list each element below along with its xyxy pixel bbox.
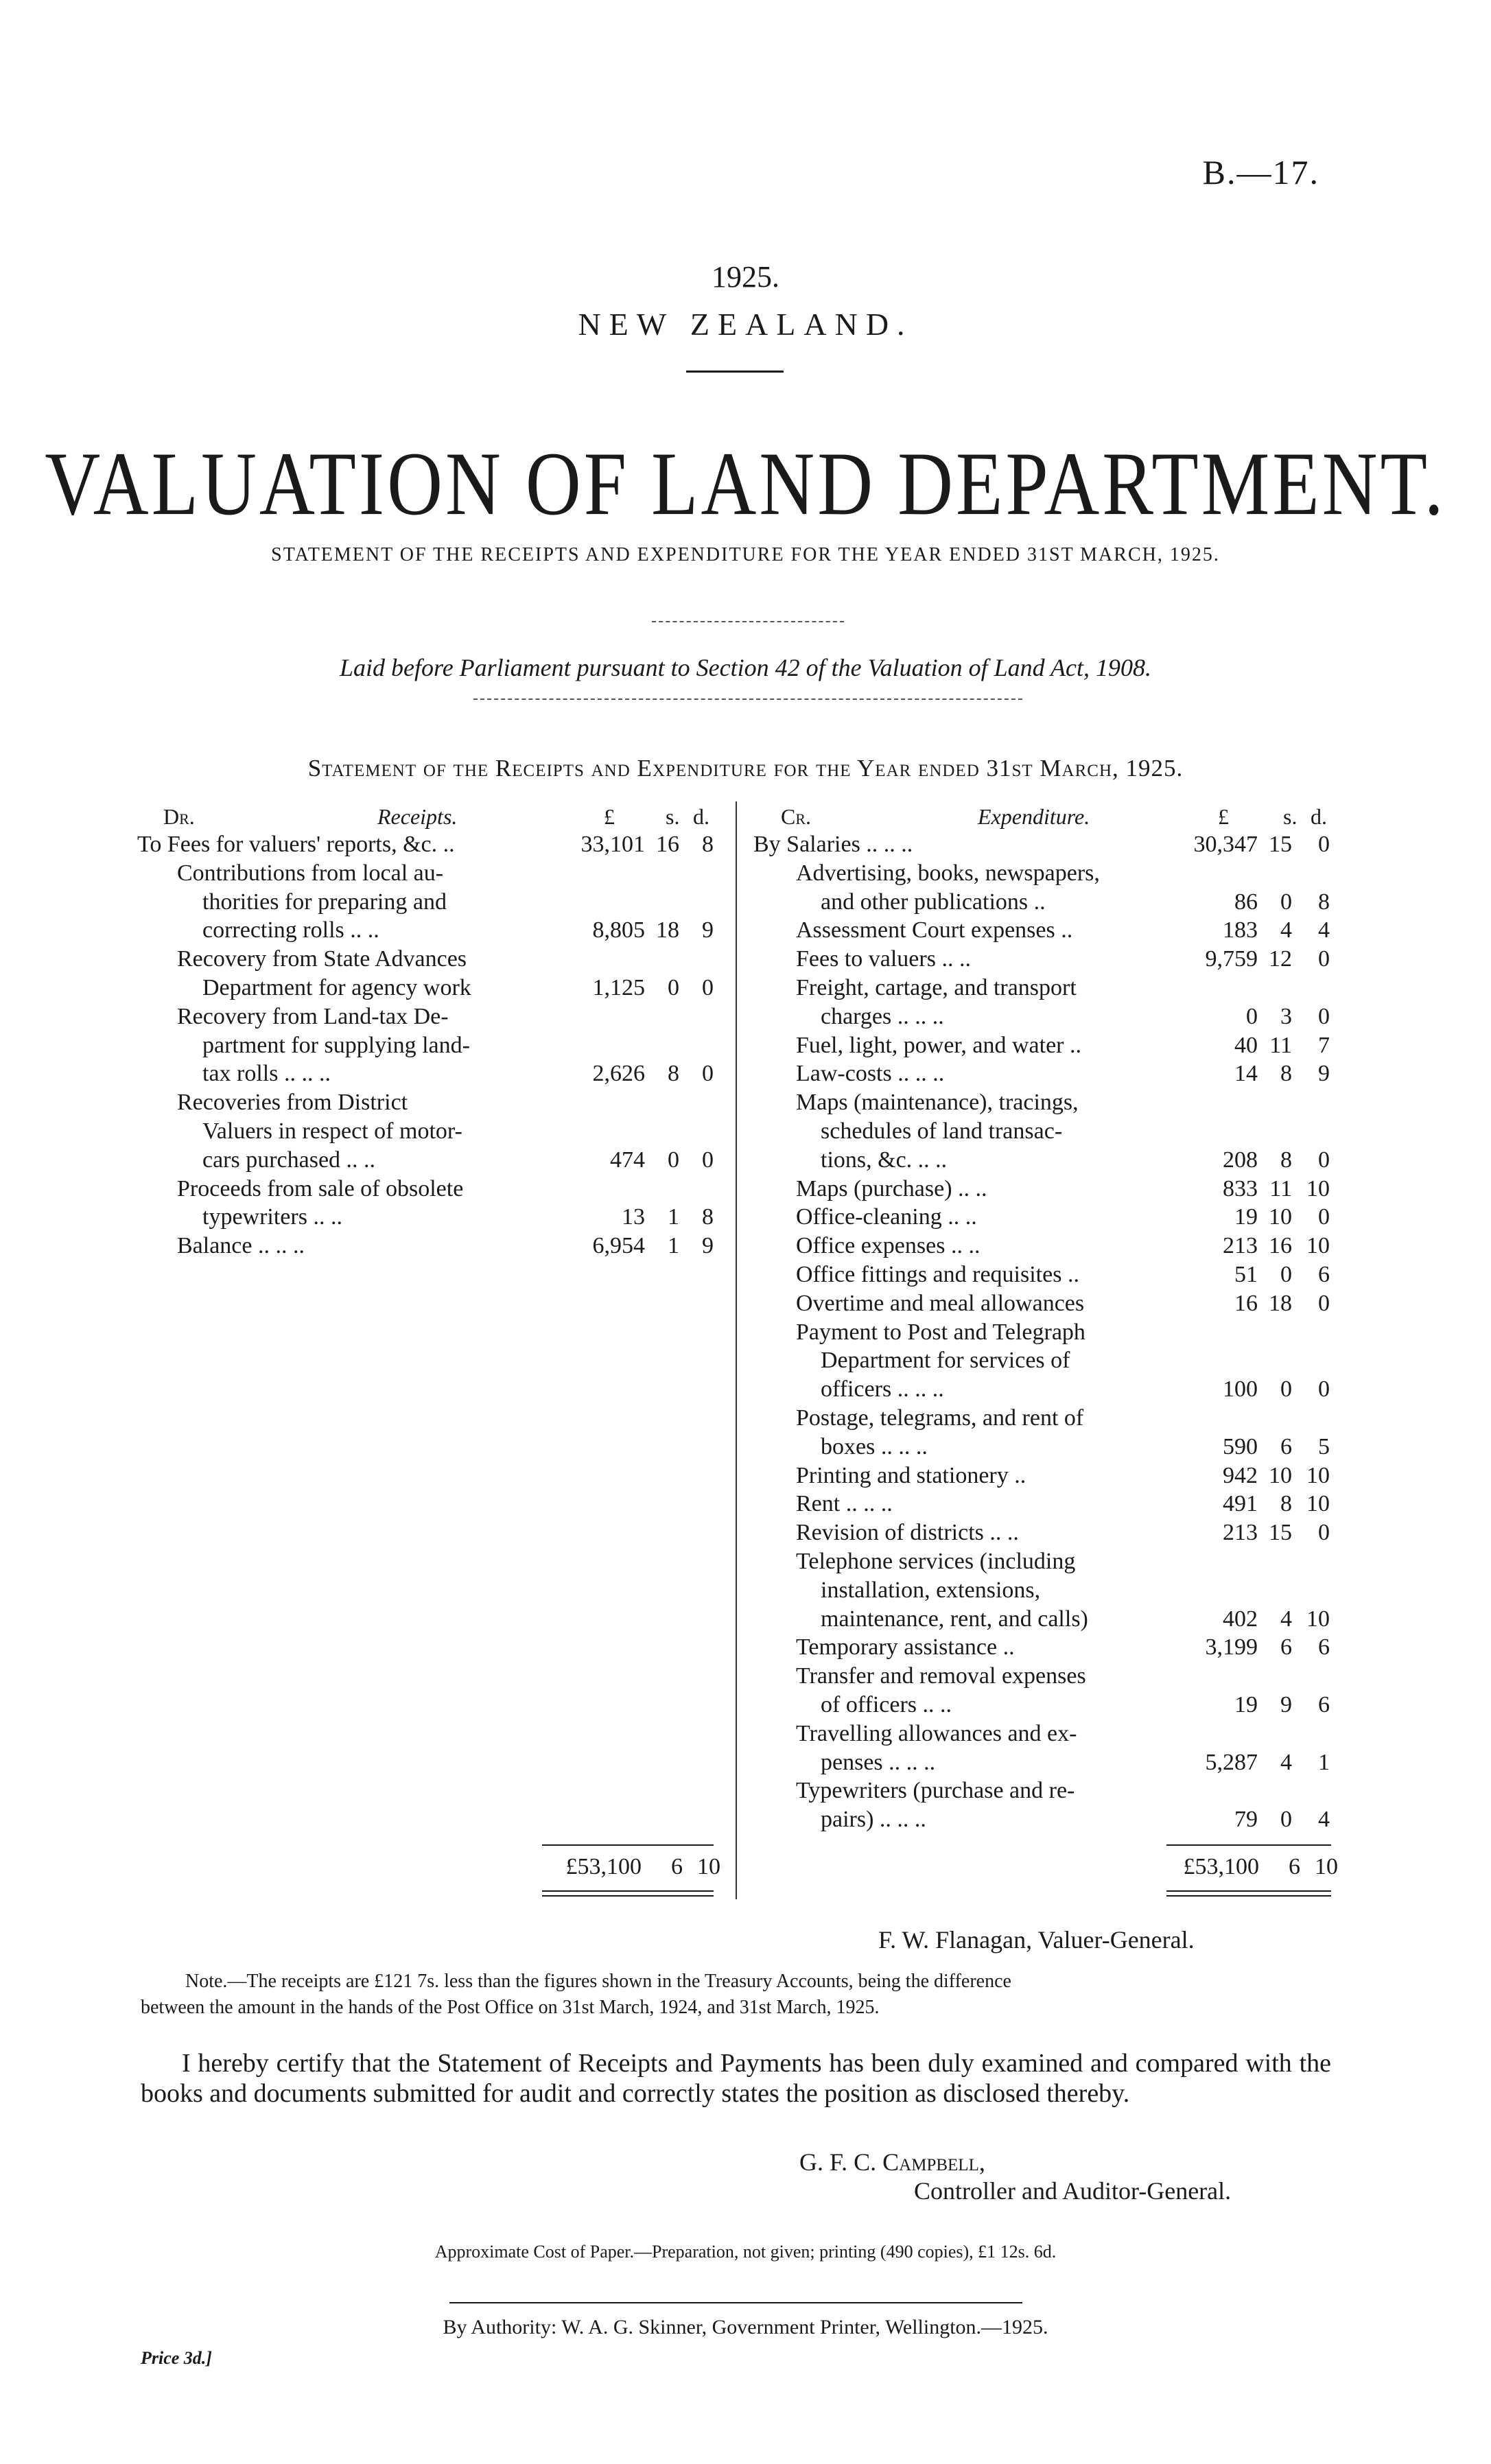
- expenditure-line-pounds: 9,759: [1205, 946, 1258, 972]
- expenditure-line: [753, 1318, 1343, 1347]
- expenditure-line: [753, 1059, 1343, 1088]
- expenditure-line: [753, 1433, 1343, 1462]
- expenditure-line-shillings: 4: [1280, 1749, 1292, 1775]
- receipts-line: [137, 1031, 727, 1060]
- expenditure-line-description: Maps (purchase) .. ..: [796, 1175, 987, 1201]
- expenditure-line-shillings: 15: [1269, 1520, 1292, 1546]
- expenditure-line: [753, 1805, 1343, 1834]
- expenditure-line-shillings: 15: [1269, 832, 1292, 857]
- expenditure-line-description: penses .. .. ..: [821, 1749, 936, 1775]
- receipts-total-shillings: 6: [671, 1854, 683, 1879]
- receipts-line-pence: 8: [702, 832, 714, 857]
- expenditure-double-rule-1: [1166, 1890, 1331, 1892]
- expenditure-line-shillings: 18: [1269, 1290, 1292, 1316]
- expenditure-line: [753, 1031, 1343, 1060]
- expenditure-line-pence: 6: [1318, 1634, 1330, 1661]
- receipts-line: [137, 1117, 727, 1146]
- laid-before-note: Laid before Parliament pursuant to Section 42 of the Valuation of Land Act, 1908.: [340, 654, 1151, 681]
- receipts-line: [137, 1175, 727, 1204]
- expenditure-line: [753, 1547, 1343, 1576]
- expenditure-line-pounds: 942: [1223, 1462, 1258, 1488]
- expenditure-line-pence: 0: [1318, 946, 1330, 972]
- expenditure-line-shillings: 6: [1280, 1634, 1292, 1661]
- expenditure-line-pounds: 3,199: [1205, 1634, 1258, 1661]
- expenditure-line-shillings: 10: [1269, 1204, 1292, 1230]
- expenditure-line-shillings: 0: [1280, 1376, 1292, 1403]
- expenditure-line-pounds: 40: [1234, 1032, 1258, 1058]
- receipts-line-description: tax rolls .. .. ..: [202, 1061, 331, 1087]
- expenditure-line-description: Assessment Court expenses ..: [796, 917, 1073, 943]
- receipts-double-rule-1: [542, 1890, 714, 1892]
- expenditure-line-description: and other publications ..: [821, 889, 1046, 915]
- expenditure-line-description: Payment to Post and Telegraph: [796, 1319, 1085, 1345]
- expenditure-line-description: officers .. .. ..: [821, 1376, 944, 1403]
- expenditure-line-description: Overtime and meal allowances: [796, 1290, 1085, 1316]
- expenditure-line: [753, 1375, 1343, 1404]
- expenditure-line-pounds: 16: [1234, 1290, 1258, 1316]
- expenditure-line: [753, 1748, 1343, 1777]
- expenditure-line-description: Temporary assistance ..: [796, 1634, 1015, 1661]
- expenditure-line-description: Freight, cartage, and transport: [796, 975, 1077, 1000]
- expenditure-line-shillings: 8: [1280, 1147, 1292, 1173]
- receipts-line-shillings: 8: [668, 1061, 679, 1087]
- expenditure-line-pence: 6: [1318, 1262, 1330, 1287]
- expenditure-line: [753, 1720, 1343, 1748]
- expenditure-line-pence: 0: [1318, 1147, 1330, 1173]
- expenditure-line: [753, 830, 1343, 859]
- receipts-line-pounds: 1,125: [592, 975, 645, 1000]
- expenditure-line-pounds: 590: [1223, 1433, 1258, 1459]
- expenditure-line-pence: 4: [1318, 917, 1330, 943]
- receipts-line: [137, 916, 727, 945]
- expenditure-line: [753, 1490, 1343, 1518]
- expenditure-line-pence: 8: [1318, 889, 1330, 915]
- expenditure-line: [753, 1232, 1343, 1260]
- expenditure-double-rule-2: [1166, 1895, 1331, 1897]
- auditor-certificate: I hereby certify that the Statement of Receipts and Payments has been duly examined and compared with the books and documents submitted for audit and correctly states the position as disclosed thereby.: [141, 2049, 1331, 2108]
- receipts-line-pounds: 8,805: [592, 917, 645, 943]
- expenditure-line-pounds: 86: [1234, 889, 1258, 915]
- expenditure-line-description: By Salaries .. .. ..: [753, 832, 913, 857]
- expenditure-line: [753, 888, 1343, 917]
- receipts-line-description: Contributions from local au-: [177, 860, 444, 886]
- expenditure-line-pounds: 79: [1234, 1807, 1258, 1833]
- receipts-line-pence: 0: [702, 975, 714, 1000]
- expenditure-line-shillings: 4: [1280, 1606, 1292, 1632]
- expenditure-line-description: Office expenses .. ..: [796, 1233, 981, 1259]
- receipts-pence-header: d.: [693, 804, 709, 829]
- receipts-line-pence: 8: [702, 1204, 714, 1230]
- expenditure-line-pounds: 402: [1223, 1606, 1258, 1632]
- expenditure-line: [753, 916, 1343, 945]
- expenditure-line: [753, 1576, 1343, 1605]
- expenditure-line-pounds: 51: [1234, 1262, 1258, 1287]
- receipts-line-description: Recoveries from District: [177, 1090, 408, 1116]
- receipts-line-pence: 0: [702, 1061, 714, 1087]
- receipts-line-shillings: 18: [656, 917, 679, 943]
- header-rule: [686, 371, 784, 373]
- receipts-total-rule: [542, 1844, 714, 1846]
- expenditure-line-pence: 0: [1318, 1290, 1330, 1316]
- expenditure-shillings-header: s.: [1283, 804, 1298, 829]
- expenditure-line-pounds: 183: [1223, 917, 1258, 943]
- expenditure-line-pounds: 833: [1223, 1175, 1258, 1201]
- expenditure-line-shillings: 11: [1269, 1032, 1292, 1058]
- expenditure-line: [753, 1633, 1343, 1662]
- expenditure-line: [753, 974, 1343, 1002]
- receipts-line: [137, 859, 727, 888]
- expenditure-line: [753, 1776, 1343, 1805]
- expenditure-line-description: Fees to valuers .. ..: [796, 946, 971, 972]
- expenditure-line: [753, 1404, 1343, 1433]
- expenditure-line-pence: 10: [1306, 1491, 1330, 1517]
- document-year: 1925.: [712, 260, 779, 294]
- receipts-line-pounds: 6,954: [592, 1233, 645, 1259]
- expenditure-line-pounds: 213: [1223, 1520, 1258, 1546]
- expenditure-line: [753, 1605, 1343, 1634]
- expenditure-line-description: of officers .. ..: [821, 1692, 952, 1717]
- page-subtitle: STATEMENT OF THE RECEIPTS AND EXPENDITURE FOR THE YEAR ENDED 31ST MARCH, 1925.: [271, 544, 1220, 565]
- expenditure-line-pence: 6: [1318, 1692, 1330, 1717]
- expenditure-total-shillings: 6: [1289, 1854, 1300, 1879]
- expenditure-line: [753, 945, 1343, 974]
- expenditure-total-row: [1153, 1853, 1338, 1881]
- expenditure-line-description: Revision of districts .. ..: [796, 1520, 1019, 1546]
- receipts-line: [137, 974, 727, 1002]
- expenditure-line: [753, 1117, 1343, 1146]
- receipts-line: [137, 1002, 727, 1031]
- expenditure-line-pence: 1: [1318, 1749, 1330, 1775]
- receipts-line: [137, 945, 727, 974]
- receipts-line-description: Recovery from Land-tax De-: [177, 1003, 449, 1029]
- expenditure-line-shillings: 12: [1269, 946, 1292, 972]
- expenditure-line-shillings: 0: [1280, 1807, 1292, 1833]
- printer-authority: By Authority: W. A. G. Skinner, Government Printer, Wellington.—1925.: [443, 2316, 1048, 2338]
- expenditure-line-description: boxes .. .. ..: [821, 1433, 928, 1459]
- expenditure-line-description: Office fittings and requisites ..: [796, 1262, 1079, 1287]
- receipts-side-label: Dr.: [163, 804, 195, 829]
- receipts-line-description: partment for supplying land-: [202, 1032, 470, 1058]
- expenditure-line-pounds: 30,347: [1193, 832, 1258, 857]
- receipts-line-description: correcting rolls .. ..: [202, 917, 379, 943]
- receipts-line-pence: 0: [702, 1147, 714, 1173]
- expenditure-line: [753, 1462, 1343, 1490]
- expenditure-line: [753, 1518, 1343, 1547]
- receipts-line: [137, 1232, 727, 1260]
- receipts-line: [137, 1203, 727, 1232]
- expenditure-pounds-header: £: [1218, 804, 1229, 829]
- expenditure-line-description: Office-cleaning .. ..: [796, 1204, 977, 1230]
- expenditure-line-pence: 10: [1306, 1175, 1330, 1201]
- receipts-line-description: Recovery from State Advances: [177, 946, 467, 972]
- expenditure-line: [753, 1175, 1343, 1204]
- expenditure-line-shillings: 0: [1280, 1262, 1292, 1287]
- receipts-line-pounds: 13: [622, 1204, 645, 1230]
- expenditure-line-pence: 10: [1306, 1462, 1330, 1488]
- expenditure-heading: Expenditure.: [978, 804, 1090, 829]
- expenditure-line-pounds: 100: [1223, 1376, 1258, 1403]
- expenditure-line-pounds: 0: [1246, 1003, 1258, 1029]
- subtitle-divider: [652, 621, 844, 622]
- receipts-line-pounds: 33,101: [580, 832, 645, 857]
- expenditure-line-description: Department for services of: [821, 1348, 1070, 1374]
- expenditure-line-pence: 9: [1318, 1061, 1330, 1087]
- receipts-pounds-header: £: [604, 804, 615, 829]
- receipts-shillings-header: s.: [666, 804, 680, 829]
- expenditure-line-pounds: 19: [1234, 1204, 1258, 1230]
- expenditure-line-pounds: 213: [1223, 1233, 1258, 1259]
- expenditure-line-pence: 0: [1318, 1003, 1330, 1029]
- expenditure-line-pounds: 208: [1223, 1147, 1258, 1173]
- expenditure-line-description: Fuel, light, power, and water ..: [796, 1032, 1081, 1058]
- expenditure-line-shillings: 10: [1269, 1462, 1292, 1488]
- receipts-line-shillings: 1: [668, 1204, 679, 1230]
- expenditure-line-pence: 10: [1306, 1233, 1330, 1259]
- receipts-double-rule-2: [542, 1895, 714, 1897]
- receipts-line-pounds: 474: [610, 1147, 645, 1173]
- expenditure-line-description: Transfer and removal expenses: [796, 1663, 1086, 1689]
- document-reference: B.—17.: [1202, 153, 1319, 191]
- expenditure-line-description: maintenance, rent, and calls): [821, 1606, 1088, 1632]
- expenditure-line-description: Postage, telegrams, and rent of: [796, 1405, 1084, 1431]
- expenditure-line-shillings: 3: [1280, 1003, 1292, 1029]
- page-title: VALUATION OF LAND DEPARTMENT.: [45, 434, 1446, 535]
- expenditure-line-pence: 4: [1318, 1807, 1330, 1833]
- receipts-line-shillings: 0: [668, 1147, 679, 1173]
- expenditure-line-shillings: 8: [1280, 1061, 1292, 1087]
- receipts-total-pence: 10: [697, 1854, 720, 1879]
- receipts-total-pounds: £53,100: [565, 1854, 642, 1879]
- authority-rule: [449, 2302, 1022, 2303]
- receipts-line-description: To Fees for valuers' reports, &c. ..: [137, 832, 455, 857]
- expenditure-line-description: Law-costs .. .. ..: [796, 1061, 945, 1087]
- expenditure-line-description: Maps (maintenance), tracings,: [796, 1090, 1079, 1116]
- expenditure-line-description: installation, extensions,: [821, 1577, 1041, 1603]
- expenditure-line-description: pairs) .. .. ..: [821, 1807, 926, 1833]
- receipts-line: [137, 1146, 727, 1175]
- laid-divider: [473, 699, 1022, 700]
- expenditure-total-pounds: £53,100: [1183, 1854, 1259, 1879]
- cost-of-paper-note: Approximate Cost of Paper.—Preparation, not given; printing (490 copies), £1 12s. 6d.: [434, 2242, 1057, 2262]
- column-divider: [736, 801, 737, 1899]
- expenditure-line-description: charges .. .. ..: [821, 1003, 944, 1029]
- expenditure-line: [753, 1088, 1343, 1117]
- receipts-line-pence: 9: [702, 917, 714, 943]
- receipts-line: [137, 1059, 727, 1088]
- receipts-heading: Receipts.: [377, 804, 458, 829]
- receipts-line-shillings: 0: [668, 975, 679, 1000]
- statement-title: Statement of the Receipts and Expenditure for the Year ended 31st March, 1925.: [307, 755, 1184, 782]
- expenditure-line-pounds: 5,287: [1205, 1749, 1258, 1775]
- expenditure-line-pence: 0: [1318, 1520, 1330, 1546]
- note-line-2: between the amount in the hands of the Post Office on 31st March, 1924, and 31st March, 1925.: [141, 1997, 880, 2018]
- expenditure-line-shillings: 9: [1280, 1692, 1292, 1717]
- expenditure-line: [753, 1346, 1343, 1375]
- expenditure-line-description: Advertising, books, newspapers,: [796, 860, 1100, 886]
- receipts-line: [137, 888, 727, 917]
- receipts-line: [137, 1088, 727, 1117]
- expenditure-line: [753, 1260, 1343, 1289]
- receipts-line-shillings: 1: [668, 1233, 679, 1259]
- expenditure-line: [753, 1691, 1343, 1720]
- receipts-line-description: thorities for preparing and: [202, 889, 447, 915]
- expenditure-line: [753, 1662, 1343, 1691]
- expenditure-side-label: Cr.: [781, 804, 812, 829]
- receipts-line-description: cars purchased .. ..: [202, 1147, 376, 1173]
- auditor-name: G. F. C. Campbell,: [799, 2148, 985, 2176]
- receipts-line-pounds: 2,626: [592, 1061, 645, 1087]
- expenditure-line: [753, 1203, 1343, 1232]
- expenditure-pence-header: d.: [1311, 804, 1327, 829]
- receipts-line: [137, 830, 727, 859]
- receipts-line-description: Proceeds from sale of obsolete: [177, 1175, 464, 1201]
- expenditure-line-description: tions, &c. .. ..: [821, 1147, 948, 1173]
- receipts-line-shillings: 16: [656, 832, 679, 857]
- valuer-general-signature: F. W. Flanagan, Valuer-General.: [878, 1926, 1195, 1953]
- expenditure-line-description: Typewriters (purchase and re-: [796, 1778, 1075, 1804]
- receipts-line-description: Balance .. .. ..: [177, 1233, 305, 1259]
- auditor-title: Controller and Auditor-General.: [914, 2177, 1232, 2205]
- expenditure-line: [753, 1002, 1343, 1031]
- country-heading: NEW ZEALAND.: [578, 307, 913, 342]
- expenditure-line-pounds: 19: [1234, 1692, 1258, 1717]
- expenditure-line-description: Rent .. .. ..: [796, 1491, 893, 1517]
- expenditure-line-shillings: 16: [1269, 1233, 1292, 1259]
- expenditure-line-pence: 0: [1318, 1376, 1330, 1403]
- expenditure-line-description: schedules of land transac-: [821, 1118, 1063, 1144]
- expenditure-line-pence: 0: [1318, 1204, 1330, 1230]
- expenditure-line-description: Telephone services (including: [796, 1549, 1076, 1574]
- expenditure-total-rule: [1166, 1844, 1331, 1846]
- expenditure-line-shillings: 11: [1269, 1175, 1292, 1201]
- expenditure-line-pounds: 14: [1234, 1061, 1258, 1087]
- receipts-line-description: typewriters .. ..: [202, 1204, 342, 1230]
- expenditure-line-shillings: 8: [1280, 1491, 1292, 1517]
- expenditure-line-shillings: 6: [1280, 1433, 1292, 1459]
- receipts-line-description: Department for agency work: [202, 975, 471, 1000]
- expenditure-line-shillings: 4: [1280, 917, 1292, 943]
- expenditure-total-pence: 10: [1315, 1854, 1338, 1879]
- expenditure-line-description: Printing and stationery ..: [796, 1462, 1026, 1488]
- expenditure-line-pence: 10: [1306, 1606, 1330, 1632]
- expenditure-line: [753, 1146, 1343, 1175]
- expenditure-line-pence: 7: [1318, 1032, 1330, 1058]
- receipts-line-pence: 9: [702, 1233, 714, 1259]
- expenditure-line: [753, 1289, 1343, 1318]
- receipts-line-description: Valuers in respect of motor-: [202, 1118, 462, 1144]
- expenditure-line-shillings: 0: [1280, 889, 1292, 915]
- expenditure-line-description: Travelling allowances and ex-: [796, 1720, 1077, 1746]
- receipts-total-row: [535, 1853, 720, 1881]
- price-label: Price 3d.]: [141, 2348, 212, 2368]
- expenditure-line-pence: 0: [1318, 832, 1330, 857]
- note-line-1: Note.—The receipts are £121 7s. less than the figures shown in the Treasury Accounts, being the difference: [185, 1971, 1011, 1992]
- expenditure-line-pounds: 491: [1223, 1491, 1258, 1517]
- expenditure-line-pence: 5: [1318, 1433, 1330, 1459]
- expenditure-line: [753, 859, 1343, 888]
